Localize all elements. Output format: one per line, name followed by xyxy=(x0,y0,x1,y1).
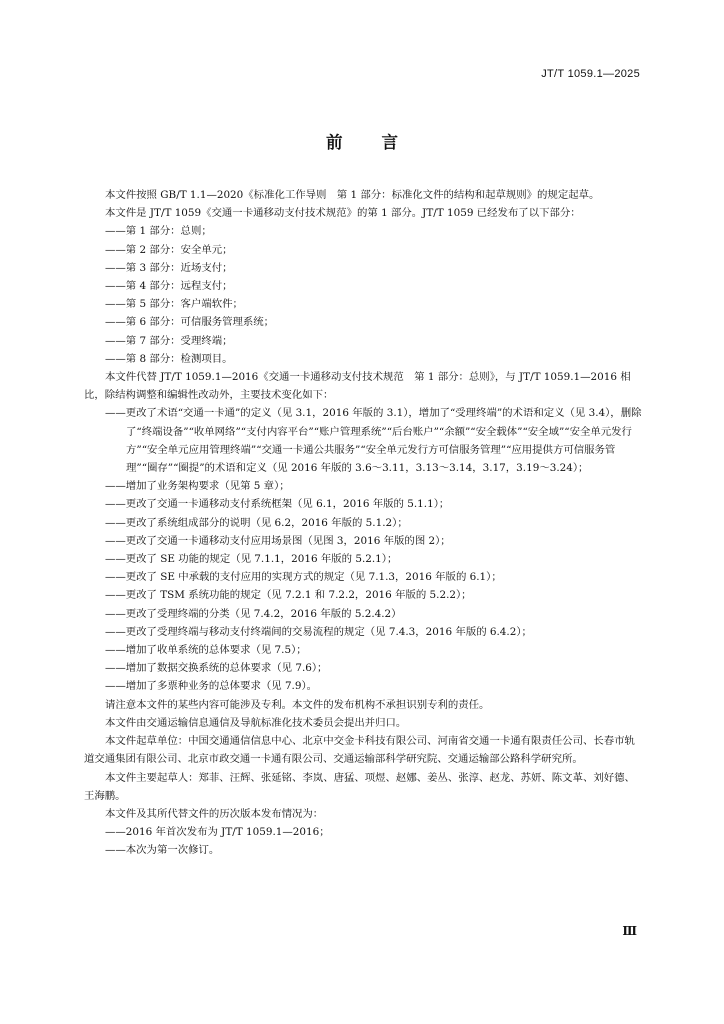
page-number: Ⅲ xyxy=(622,924,638,938)
paragraph: 本文件及其所代替文件的历次版本发布情况为： xyxy=(105,807,324,820)
document-code: JT/T 1059.1—2025 xyxy=(541,68,640,80)
list-item: ——增加了收单系统的总体要求（见 7.5）； xyxy=(105,644,307,657)
list-item: ——2016 年首次发布为 JT/T 1059.1—2016； xyxy=(105,826,330,839)
paragraph: 本文件按照 GB/T 1.1—2020《标准化工作导则 第 1 部分：标准化文件的结构和起草规则》的规定起草。 xyxy=(105,189,600,201)
paragraph: 请注意本文件的某些内容可能涉及专利。本文件的发布机构不承担识别专利的责任。 xyxy=(105,698,490,711)
list-item: ——第 7 部分：受理终端； xyxy=(105,334,233,347)
list-item: ——更改了受理终端与移动支付终端间的交易流程的规定（见 7.4.3，2016 年版的 6.4.2）； xyxy=(105,625,532,638)
paragraph: 本文件由交通运输信息通信及导航标准化技术委员会提出并归口。 xyxy=(105,716,407,729)
foreword-body xyxy=(84,186,644,860)
list-item: ——增加了业务架构要求（见第 5 章）； xyxy=(105,480,290,493)
paragraph: 本文件主要起草人：郑菲、汪辉、张延铭、李岚、唐猛、项煜、赵娜、姜丛、张淳、赵龙、苏妍、陈文革、刘好德、王海鹏。 xyxy=(84,771,635,802)
list-item: ——更改了 SE 功能的规定（见 7.1.1，2016 年版的 5.2.1）； xyxy=(105,553,398,566)
history-list xyxy=(84,823,644,859)
list-item: ——更改了系统组成部分的说明（见 6.2，2016 年版的 5.1.2）； xyxy=(105,516,408,529)
list-item: ——更改了受理终端的分类（见 7.4.2，2016 年版的 5.2.4.2） xyxy=(105,607,402,620)
paragraph: 本文件是 JT/T 1059《交通一卡通移动支付技术规范》的第 1 部分。JT/T 1059 已经发布了以下部分： xyxy=(105,207,581,220)
list-item: ——第 3 部分：近场支付； xyxy=(105,261,233,274)
list-item: ——第 4 部分：远程支付； xyxy=(105,280,233,293)
list-item: ——第 1 部分：总则； xyxy=(105,225,212,238)
changes-list xyxy=(84,404,644,695)
list-item: ——增加了多票种业务的总体要求（见 7.9）。 xyxy=(105,680,318,693)
list-item: ——更改了交通一卡通移动支付系统框架（见 6.1，2016 年版的 5.1.1）； xyxy=(105,498,450,511)
list-item: ——本次为第一次修订。 xyxy=(105,844,220,857)
list-item: ——第 6 部分：可信服务管理系统； xyxy=(105,316,275,329)
list-item: ——更改了术语“交通一卡通”的定义（见 3.1，2016 年版的 3.1），增加了“受理终端”的术语和定义（见 3.4），删除了“终端设备”“收单网络”“支付内容平台”“账户管理系统”“后台账户”“余额”“安全载体”“安全域”“安全单元发行方”“安全单元应用管理终端”“交通一卡通公共服务”“安全单元发行方可信服务管理”“应用提供方可信服务管理”“圈存”“圈提”的术语和定义（见 2016 年版的 3.6～3.11，3.13～3.14，3.17，3.19～3.24）； xyxy=(105,407,642,475)
parts-list xyxy=(84,222,644,368)
list-item: ——更改了交通一卡通移动支付应用场景图（见图 3，2016 年版的图 2）； xyxy=(105,534,451,547)
list-item: ——更改了 TSM 系统功能的规定（见 7.2.1 和 7.2.2，2016 年版的 5.2.2）； xyxy=(105,589,472,602)
list-item: ——第 8 部分：检测项目。 xyxy=(105,352,233,365)
page-title: 前言 xyxy=(326,133,437,152)
paragraph: 本文件起草单位：中国交通通信信息中心、北京中交金卡科技有限公司、河南省交通一卡通有限责任公司、长春市轨道交通集团有限公司、北京市政交通一卡通有限公司、交通运输部科学研究院、交通运输部公路科学研究所。 xyxy=(84,735,635,766)
list-item: ——增加了数据交换系统的总体要求（见 7.6）； xyxy=(105,662,328,675)
list-item: ——更改了 SE 中承载的支付应用的实现方式的规定（见 7.1.3，2016 年版的 6.1）； xyxy=(105,571,502,584)
paragraph: 本文件代替 JT/T 1059.1—2016《交通一卡通移动支付技术规范 第 1 部分：总则》，与 JT/T 1059.1—2016 相比，除结构调整和编辑性改动外，主要技术变化如下： xyxy=(84,371,631,402)
list-item: ——第 2 部分：安全单元； xyxy=(105,243,233,256)
list-item: ——第 5 部分：客户端软件； xyxy=(105,298,243,311)
